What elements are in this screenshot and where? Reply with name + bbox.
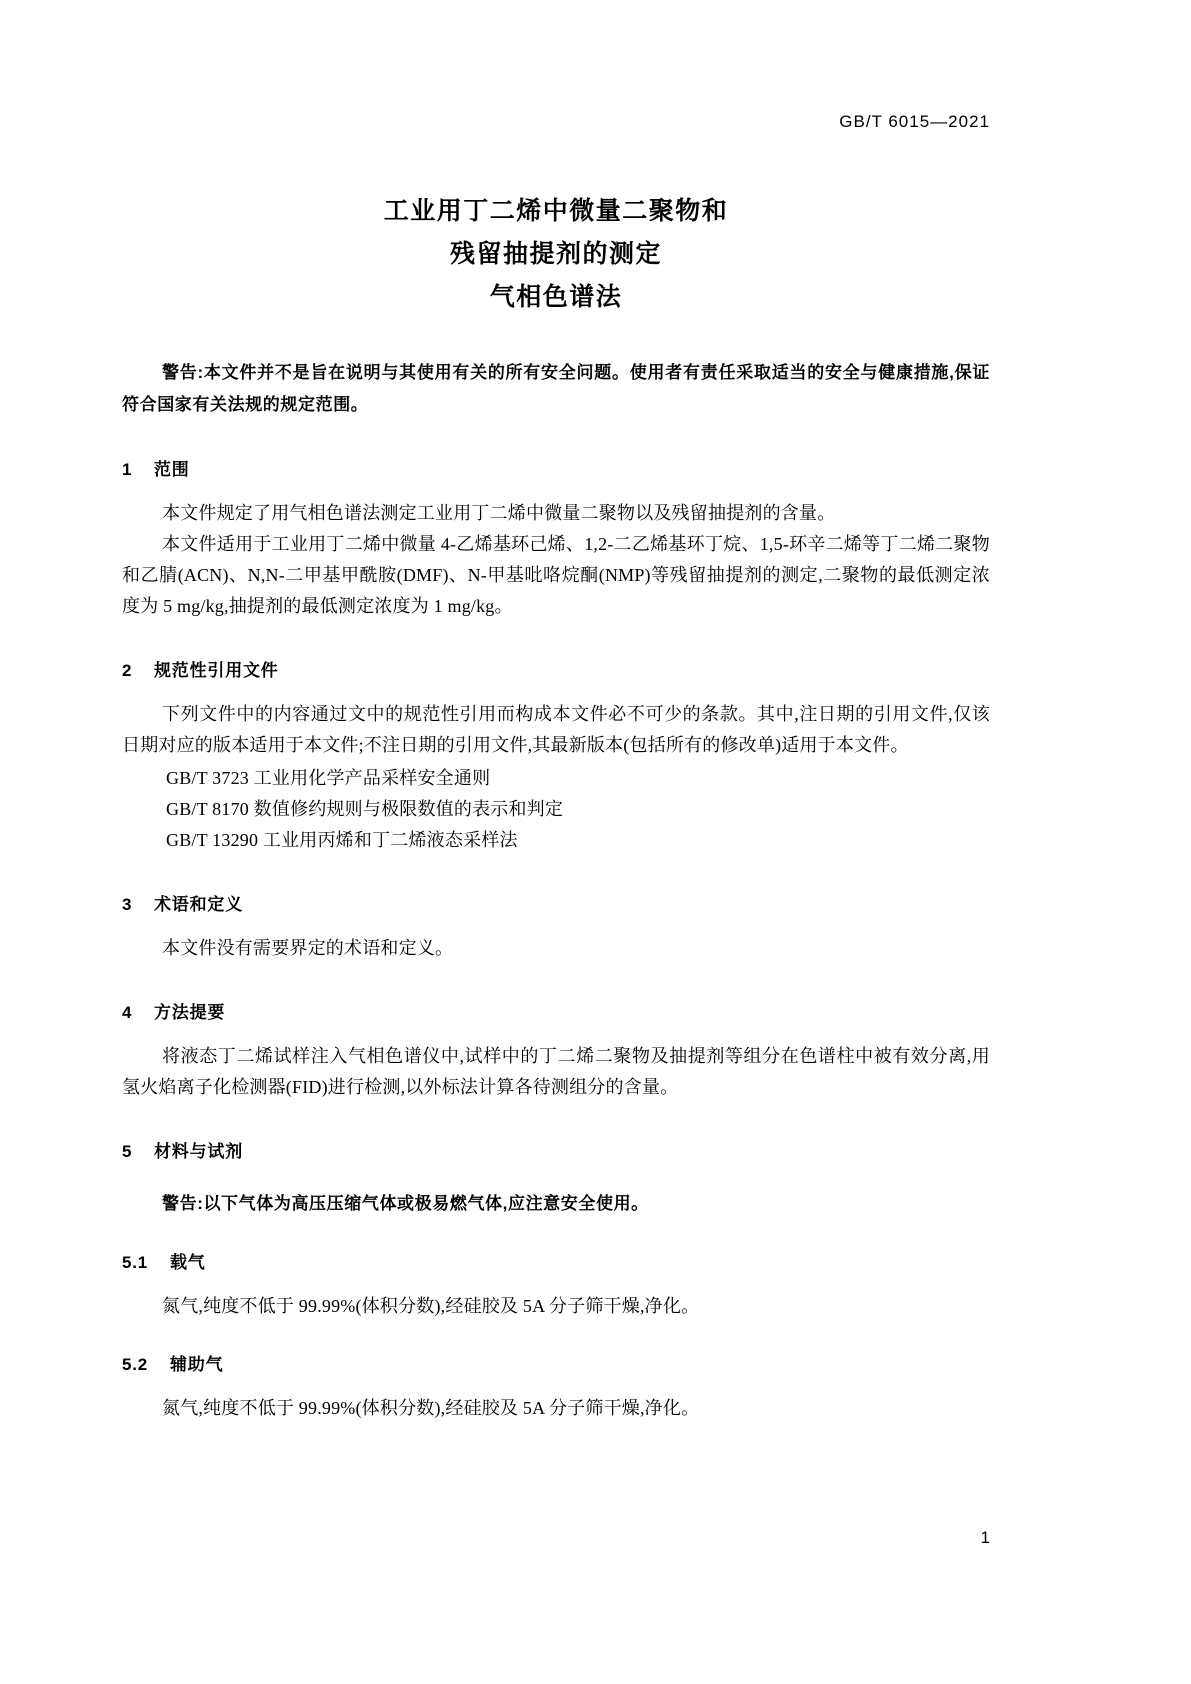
- clause-4-paragraph-1: 将液态丁二烯试样注入气相色谱仪中,试样中的丁二烯二聚物及抽提剂等组分在色谱柱中被有效分离,用氢火焰离子化检测器(FID)进行检测,以外标法计算各待测组分的含量。: [122, 1046, 990, 1097]
- clause-title-3: 术语和定义: [154, 895, 243, 914]
- page-content: [122, 0, 990, 1547]
- clause-1-paragraph-1: 本文件规定了用气相色谱法测定工业用丁二烯中微量二聚物以及残留抽提剂的含量。: [162, 503, 836, 523]
- clause-title-5: 材料与试剂: [154, 1142, 243, 1161]
- clause-number-5: 5: [122, 1142, 133, 1161]
- subclause-5-1-paragraph-1: 氮气,纯度不低于 99.99%(体积分数),经硅胶及 5A 分子筛干燥,净化。: [162, 1296, 700, 1316]
- title-line-1: 工业用丁二烯中微量二聚物和: [383, 197, 729, 225]
- reference-item: GB/T 13290 工业用丙烯和丁二烯液态采样法: [166, 830, 518, 850]
- document-title: [122, 190, 990, 319]
- subclause-heading-5-2: [122, 1350, 990, 1375]
- subclause-number-5-2: 5.2: [122, 1355, 149, 1374]
- subclause-title-5-1: 载气: [170, 1253, 206, 1272]
- reference-item: GB/T 8170 数值修约规则与极限数值的表示和判定: [166, 799, 564, 819]
- title-line-3: 气相色谱法: [489, 283, 623, 311]
- warning-notice-top: 警告:本文件并不是旨在说明与其使用有关的所有安全问题。使用者有责任采取适当的安全与健康措施,保证符合国家有关法规的规定范围。: [122, 363, 990, 414]
- clause-heading-5: [122, 1137, 990, 1162]
- clause-heading-2: [122, 656, 990, 681]
- clause-title-1: 范围: [154, 460, 190, 479]
- clause-number-2: 2: [122, 661, 133, 680]
- subclause-heading-5-1: [122, 1248, 990, 1273]
- clause-number-3: 3: [122, 895, 133, 914]
- subclause-5-2-paragraph-1: 氮气,纯度不低于 99.99%(体积分数),经硅胶及 5A 分子筛干燥,净化。: [162, 1398, 700, 1418]
- clause-number-1: 1: [122, 460, 133, 479]
- clause-heading-1: [122, 455, 990, 480]
- subclause-number-5-1: 5.1: [122, 1253, 149, 1272]
- clause-title-2: 规范性引用文件: [154, 661, 279, 680]
- clause-number-4: 4: [122, 1003, 133, 1022]
- standard-number-header: GB/T 6015—2021: [839, 112, 990, 131]
- reference-item: GB/T 3723 工业用化学产品采样安全通则: [166, 768, 491, 788]
- clause-heading-3: [122, 890, 990, 915]
- clause-1-paragraph-2: 本文件适用于工业用丁二烯中微量 4-乙烯基环己烯、1,2-二乙烯基环丁烷、1,5-环辛二烯等丁二烯二聚物和乙腈(ACN)、N,N-二甲基甲酰胺(DMF)、N-甲基吡咯烷酮(NMP)等残留抽提剂的测定,二聚物的最低测定浓度为 5 mg/kg,抽提剂的最低测定浓度为 1 mg/kg。: [122, 534, 990, 616]
- normative-reference-list: [122, 763, 990, 856]
- clause-heading-4: [122, 998, 990, 1023]
- clause-title-4: 方法提要: [154, 1003, 226, 1022]
- clause-2-paragraph-1: 下列文件中的内容通过文中的规范性引用而构成本文件必不可少的条款。其中,注日期的引用文件,仅该日期对应的版本适用于本文件;不注日期的引用文件,其最新版本(包括所有的修改单)适用于本文件。: [122, 704, 990, 755]
- warning-notice-clause-5: 警告:以下气体为高压压缩气体或极易燃气体,应注意安全使用。: [162, 1194, 649, 1213]
- subclause-title-5-2: 辅助气: [170, 1355, 224, 1374]
- title-line-2: 残留抽提剂的测定: [449, 240, 662, 268]
- clause-3-paragraph-1: 本文件没有需要界定的术语和定义。: [162, 938, 454, 958]
- page-number: 1: [980, 1528, 990, 1547]
